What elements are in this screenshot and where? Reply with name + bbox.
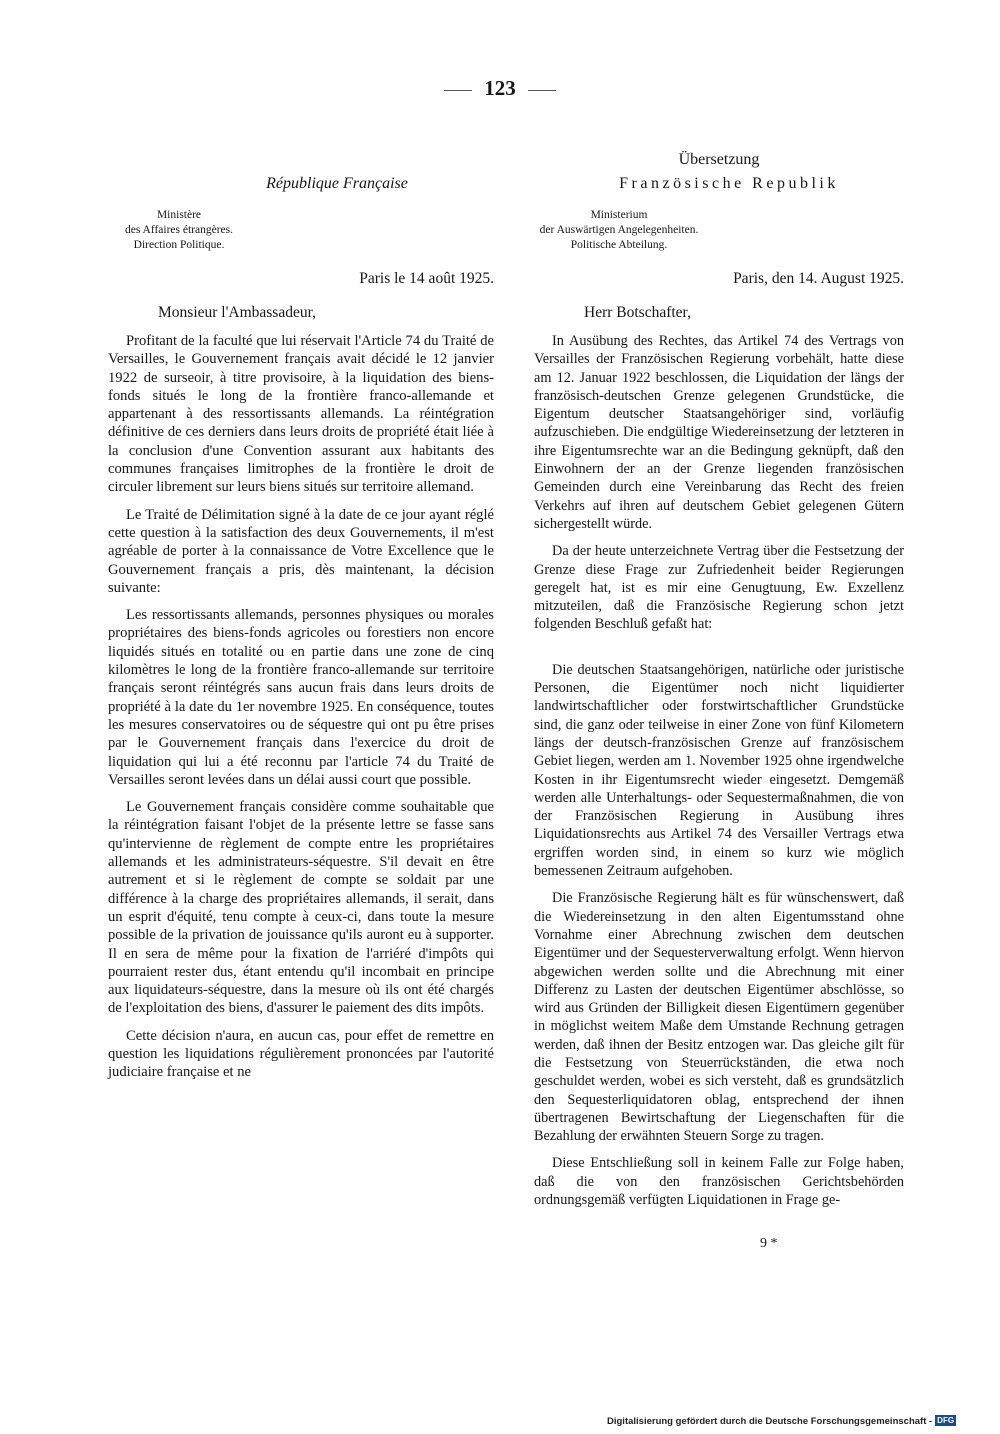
folio-mark: 9 * (760, 1236, 778, 1251)
digitization-footer (607, 1415, 999, 1427)
german-salutation: Herr Botschafter, (584, 304, 691, 321)
german-paragraph-spacer (534, 634, 904, 652)
french-ministry-line: des Affaires étrangères. (124, 224, 234, 236)
german-date: Paris, den 14. August 1925. (733, 270, 904, 287)
french-column (108, 148, 494, 1082)
french-ministry-block (94, 208, 264, 253)
french-date: Paris le 14 août 1925. (359, 270, 494, 287)
german-republic-heading: Französische Republik (619, 175, 839, 192)
german-paragraph: Die Französische Regierung hält es für wünschenswert, daß die Wiedereinsetzung in den alten Eigentumsstand ohne Vornahme einer Abrechnung zwischen dem deutschen Eigentümer und der Sequesterverwaltung erfolgt. Wenn hiervon abgewichen werden sollte und die Abrechnung mit einer Differenz zu Lasten der deutschen Eigentümer abschlösse, so wird aus Gründen der Billigkeit diesen Eigentümern gegenüber in möglichst weitem Maße dem Umstande Rechnung getragen werden, daß ihnen der Besitz entzogen war. Das gleiche gilt für die Festsetzung von Steuerrückständen, die etwa noch geschuldet werden, wobei es sich versteht, daß es grundsätzlich den Sequesterliquidatoren oblag, entsprechend der ihnen übertragenen Bewirtschaftung der Liegenschaften für die Bezahlung der erwähnten Steuern Sorge zu tragen. (534, 890, 904, 1145)
french-paragraph: Le Gouvernement français considère comme souhaitable que la réintégration faisant l'objet de la présente lettre se fasse sans qu'intervienne de règlement de compte entre les propriétaires allemands et les administrateurs-séquestre. S'il devait en être autrement et si le règlement de compte se soldait par une différence à la charge des propriétaires allemands, il serait, dans un esprit d'équité, tenu compte à ceux-ci, dans toute la mesure possible de la privation de jouissance qu'ils auront eu à supporter. Il en sera de même pour la fixation de l'arriéré d'impôts qui pourraient rester dus, étant entendu qu'il incombait en principe aux liquidateurs-séquestre, dans la mesure où ils ont été chargés de l'exploitation des biens, d'assurer le paiement des dits impôts. (108, 799, 494, 1017)
page-number-dash-left (444, 90, 472, 91)
page-number-dash-right (528, 90, 556, 91)
footer-text: Digitalisierung gefördert durch die Deutsche Forschungsgemeinschaft - (607, 1416, 933, 1427)
french-paragraph: Cette décision n'aura, en aucun cas, pour effet de remettre en question les liquidations régulièrement prononcées par l'autorité judiciaire française et ne (108, 1027, 494, 1081)
french-salutation: Monsieur l'Ambassadeur, (158, 304, 317, 321)
german-paragraph: Da der heute unterzeichnete Vertrag über die Festsetzung der Grenze diese Frage zur Zufriedenheit beider Regierungen geregelt hat, ist es mir eine Genugtuung, Ew. Exzellenz mitzuteilen, daß die Französische Regierung schon jetzt folgenden Beschluß gefaßt hat: (534, 543, 904, 633)
german-ministry-line: Ministerium (590, 209, 648, 221)
german-ministry-line: der Auswärtigen Angelegenheiten. (539, 224, 699, 236)
german-ministry-line: Politische Abteilung. (570, 239, 668, 251)
page-number-text: 123 (484, 76, 516, 100)
french-paragraph: Les ressortissants allemands, personnes physiques ou morales propriétaires des biens-fonds agricoles ou forestiers non encore liquidés situés en totalité ou en partie dans une zone de cinq kilomètres le long de la frontière franco-allemande sur territoire français seront réintégrés sans aucun frais dans leurs droits de propriété à la date du 1er novembre 1925. En conséquence, toutes les mesures conservatoires ou de séquestre qui ont pu être prises par le Gouvernement français dans l'exercice du droit de liquidation qui lui a été reconnu par l'article 74 du Traité de Versailles seront levées dans un délai aussi court que possible. (108, 607, 494, 788)
german-translation-label: Übersetzung (678, 151, 760, 168)
french-paragraph: Le Traité de Délimitation signé à la date de ce jour ayant réglé cette question à la satisfaction des deux Gouvernements, il m'est agréable de porter à la connaissance de Votre Excellence que le Gouvernement français a pris, dès maintenant, la décision suivante: (108, 506, 494, 596)
dfg-logo: DFG (937, 1416, 955, 1425)
page-number (0, 76, 1000, 101)
german-column (534, 148, 904, 1209)
german-paragraph: Diese Entschließung soll in keinem Falle zur Folge haben, daß die von den französischen Gerichtsbehörden ordnungsgemäß verfügten Liquidationen in Frage ge- (534, 1155, 904, 1209)
french-ministry-line: Direction Politique. (133, 239, 225, 251)
german-ministry-block (514, 208, 724, 253)
french-paragraph: Profitant de la faculté que lui réservait l'Article 74 du Traité de Versailles, le Gouvernement français avait décidé le 12 janvier 1922 de surseoir, à titre provisoire, à la liquidation des biens-fonds situés le long de la frontière franco-allemande et appartenant à des ressortissants allemands. La réintégration définitive de ces derniers dans leurs droits de propriété était liée à la conclusion d'une Convention assurant aux habitants des communes françaises limitrophes de la frontière le droit de circuler librement sur leurs biens situés sur territoire allemand. (108, 333, 494, 496)
french-ministry-line: Ministère (156, 209, 202, 221)
german-paragraph: In Ausübung des Rechtes, das Artikel 74 des Vertrags von Versailles der Französischen Regierung vorbehält, hatte diese am 12. Januar 1922 beschlossen, die Liquidation der längs der französisch-deutschen Grenze gelegenen Grundstücke, die Eigentum deutscher Staatsangehöriger sind, vorläufig aufzuschieben. Die endgültige Wiedereinsetzung der letzteren in ihre Eigentumsrechte war an die Bedingung geknüpft, daß den Einwohnern der an der Grenze liegenden französischen Gemeinden durch eine Vereinbarung das Recht des freien Verkehrs auf ihren auf deutschem Gebiet gelegenen Gütern sichergestellt würde. (534, 333, 904, 532)
french-republic-heading: République Française (266, 175, 408, 192)
german-paragraph: Die deutschen Staatsangehörigen, natürliche oder juristische Personen, die Eigentümer noch nicht liquidierter landwirtschaftlicher oder forstwirtschaftlicher Grundstücke sind, die ganz oder teilweise in einer Zone von fünf Kilometern längs der deutsch-französischen Grenze auf französischem Gebiet liegen, werden am 1. November 1925 ohne irgendwelche Kosten in ihr Eigentumsrecht wieder eingesetzt. Demgemäß werden alle Unterhaltungs- oder Sequestermaßnahmen, die von der Französischen Regierung in Ausübung ihres Liquidationsrechts aus Artikel 74 des Versailler Vertrags etwa ergriffen worden sind, in einem so kurz wie möglich bemessenen Zeitraum aufgehoben. (534, 661, 904, 880)
